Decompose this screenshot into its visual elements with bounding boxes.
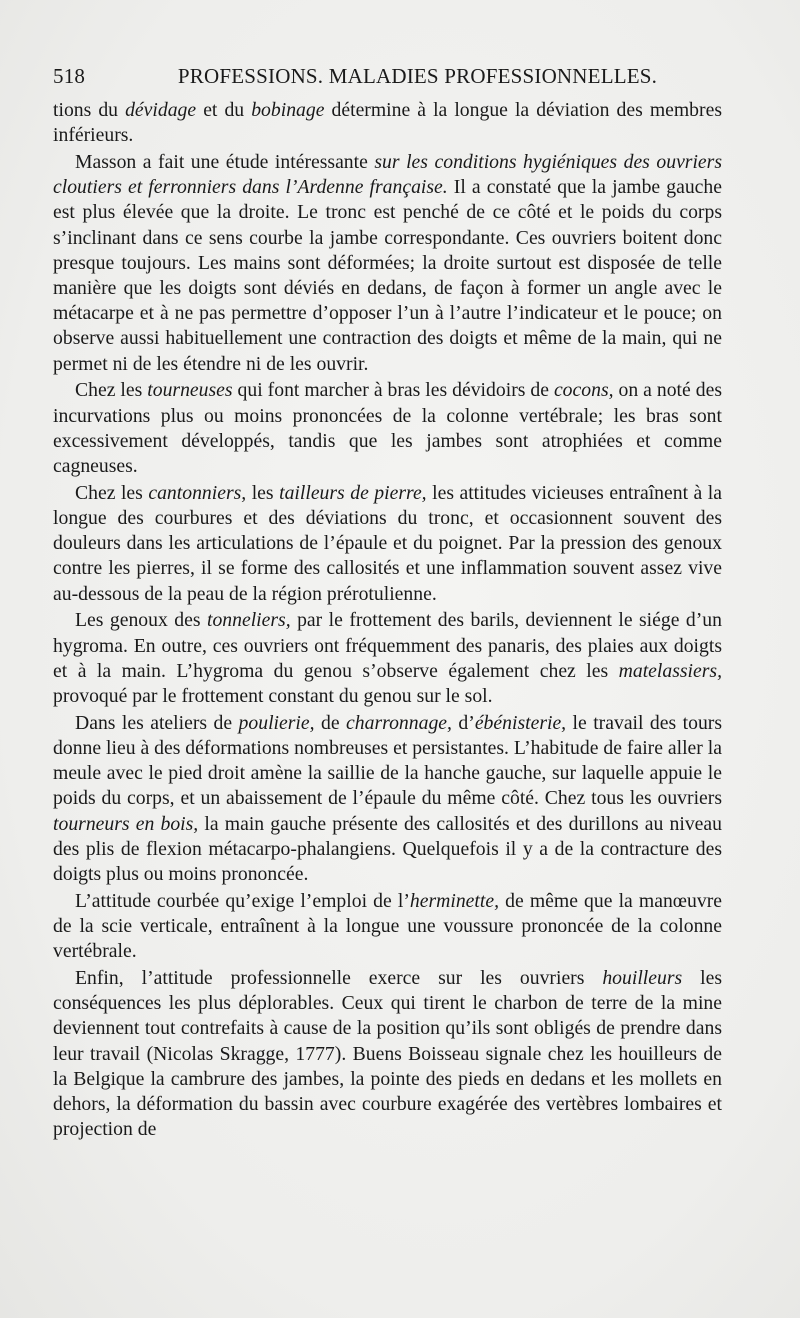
- text-run: le travail des tours donne lieu à des déformations nombreuses et persistantes. L’habitude de faire aller la meule avec le pied droit amène la saillie de la hanche gauche, sur laquelle appuie le poids du corps, et un abaissement de l’épaule du même côté. Chez tous les ouvriers: [53, 711, 723, 810]
- italic-term: cantonniers,: [148, 481, 247, 504]
- text-run: les attitudes vicieuses entraînent à la longue des courbures et des déviations du tronc, et occasionnent souvent des douleurs dans les articulations de l’épaule et du poignet. Par la pression des genoux contre les pierres, il se forme des callosités et une inflammation souvent assez vive au-dessous de la peau de la région prérotulienne.: [53, 481, 722, 605]
- text-run: Il a constaté que la jambe gauche est plus élevée que la droite. Le tronc est penché de ce côté et le poids du corps s’inclinant dans ce sens courbe la jambe correspondante. Ces ouvriers boitent donc presque toujours. Les mains sont déformées; la droite surtout est disposée de telle manière que les doigts sont déviés en dedans, de façon à former un angle avec le métacarpe et à ne pas permettre d’opposer l’un à l’autre l’indicateur et le pouce; on observe aussi habituellement une contraction des doigts et même de la main, qui ne permet ni de les étendre ni de les ouvrir.: [53, 176, 722, 375]
- paragraph: [53, 966, 722, 1142]
- paragraph: [53, 711, 722, 887]
- italic-term: charronnage,: [346, 711, 452, 734]
- text-run: provoqué par le frottement constant du genou sur le sol.: [53, 685, 493, 708]
- page-header: [53, 64, 722, 94]
- italic-term: herminette,: [409, 889, 500, 912]
- text-run: les conséquences les plus déplorables. Ceux qui tirent le charbon de terre de la mine deviennent tout contrefaits à cause de la position qu’ils sont obligés de prendre dans leur travail (Nicolas Skragge, 1777). Buens Boisseau signale chez les houilleurs de la Belgique la cambrure des jambes, la pointe des pieds en dedans et les mollets en dehors, la déformation du bassin avec courbure exagérée des vertèbres lombaires et projection de: [53, 967, 722, 1141]
- italic-term: houilleurs: [602, 967, 683, 990]
- italic-term: sur les conditions hygiéniques des ouvriers cloutiers et ferronniers dans l’Ardenne française.: [53, 151, 722, 199]
- text-run: on a noté des incurvations plus ou moins prononcées de la colonne vertébrale; les bras sont excessivement développés, tandis que les jambes sont atrophiées et comme cagneuses.: [53, 379, 722, 478]
- paragraph: [53, 608, 722, 709]
- italic-term: ébénisterie,: [474, 711, 567, 734]
- text-run: les: [246, 481, 280, 504]
- text-run: Enfin, l’attitude professionnelle exerce sur les ouvriers: [75, 967, 603, 990]
- running-head: PROFESSIONS. MALADIES PROFESSIONNELLES.: [177, 64, 658, 88]
- italic-term: tourneuses: [147, 379, 233, 402]
- italic-term: matelassiers,: [618, 659, 722, 682]
- paragraph: [53, 98, 722, 148]
- text-run: de: [314, 711, 347, 734]
- paragraph: [53, 889, 722, 965]
- text-run: par le frottement des barils, deviennent le siége d’un hygroma. En outre, ces ouvriers ont fréquemment des panaris, des plaies aux doigts et à la main. L’hygroma du genou s’observe également chez les: [53, 609, 722, 682]
- page-number: 518: [53, 64, 86, 88]
- italic-term: tailleurs de pierre,: [279, 481, 427, 504]
- text-run: Chez les: [75, 481, 149, 504]
- text-run: Dans les ateliers de: [75, 711, 239, 734]
- italic-term: tourneurs en bois,: [53, 812, 199, 835]
- paragraph: [53, 481, 722, 607]
- text-run: Chez les: [75, 379, 148, 402]
- body-text: [53, 98, 722, 1142]
- text-run: qui font marcher à bras les dévidoirs de: [232, 379, 554, 402]
- paragraph: [53, 378, 722, 479]
- italic-term: dévidage: [125, 99, 197, 121]
- italic-term: bobinage: [251, 99, 325, 121]
- italic-term: tonneliers,: [206, 609, 291, 632]
- text-run: et du: [196, 99, 252, 121]
- italic-term: cocons,: [553, 379, 614, 402]
- text-run: la main gauche présente des callosités et des durillons au niveau des plis de flexion métacarpo-phalangiens. Quelquefois il y a de la contracture des doigts plus ou moins prononcée.: [53, 812, 722, 886]
- text-run: de même que la manœuvre de la scie verticale, entraînent à la longue une voussure prononcée de la colonne vertébrale.: [53, 889, 723, 963]
- text-run: Les genoux des: [75, 609, 207, 632]
- italic-term: poulierie,: [238, 711, 315, 734]
- text-run: Masson a fait une étude intéressante: [75, 151, 375, 173]
- text-run: tions du: [53, 99, 126, 121]
- text-run: détermine à la longue la déviation des membres inférieurs.: [53, 99, 722, 147]
- paragraph: [53, 150, 722, 377]
- text-run: d’: [451, 711, 475, 734]
- text-run: L’attitude courbée qu’exige l’emploi de l’: [75, 889, 410, 912]
